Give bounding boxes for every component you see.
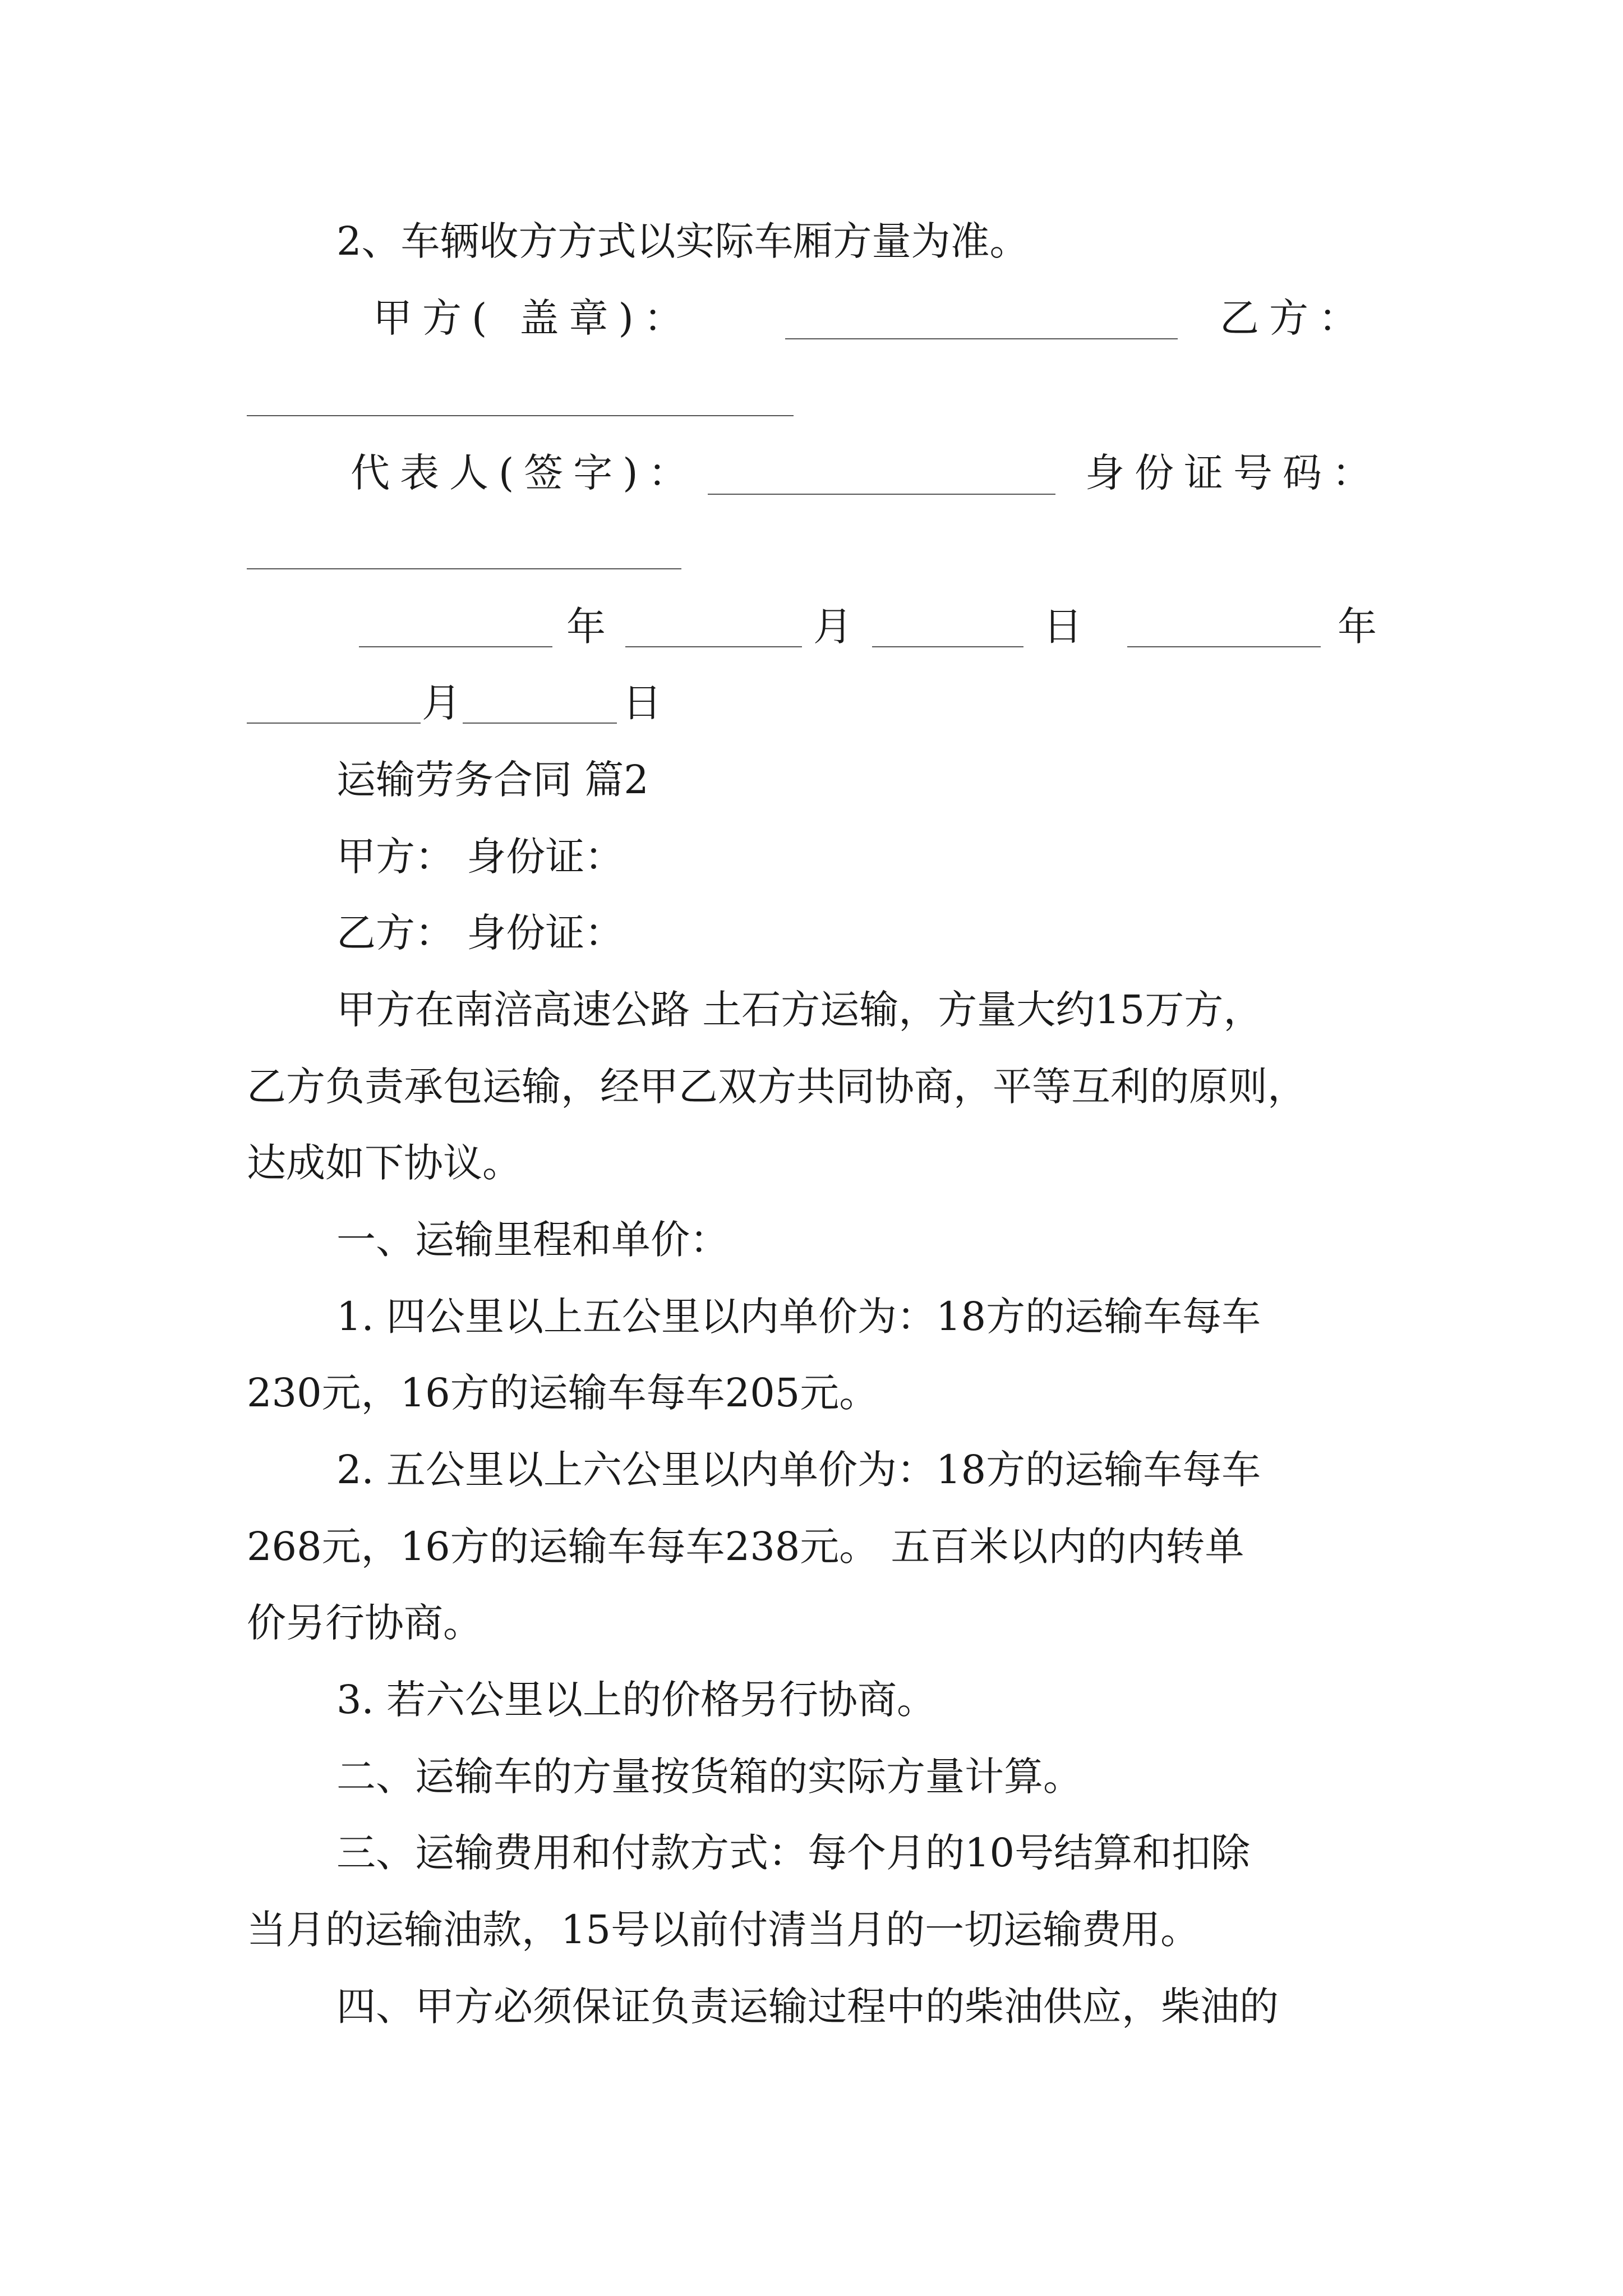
date-a-day-label: 日	[1043, 604, 1082, 650]
item-3: 3. 若六公里以上的价格另行协商。	[336, 1677, 937, 1723]
clause-2-line: 2、车辆收方方式以实际车厢方量为准。	[336, 218, 1029, 264]
party-b-blank	[247, 415, 794, 416]
item-1-line-2: 230元，16方的运输车每车205元。	[247, 1370, 879, 1416]
party-b-label: 乙方：	[1220, 295, 1368, 341]
date-a-month-label: 月	[813, 604, 852, 650]
id-number-label: 身份证号码：	[1085, 450, 1381, 496]
date-a-month-blank	[625, 646, 802, 647]
section-title: 运输劳务合同 篇2	[336, 757, 649, 803]
date-a-year-label: 年	[566, 604, 606, 650]
intro-line-1: 甲方在南涪高速公路 土石方运输，方量大约15万方，	[336, 987, 1263, 1033]
date-a-year-blank	[359, 646, 552, 647]
intro-line-3: 达成如下协议。	[247, 1140, 522, 1186]
date-b-day-label: 日	[623, 680, 662, 726]
heading-3-line-2: 当月的运输油款，15号以前付清当月的一切运输费用。	[247, 1907, 1200, 1953]
id-number-blank	[247, 568, 681, 569]
date-b-month-label: 月	[422, 680, 461, 726]
date-b-year-blank	[1127, 646, 1321, 647]
party-a-seal-label: 甲方( 盖章)：	[373, 295, 693, 341]
heading-1: 一、运输里程和单价：	[336, 1217, 729, 1263]
heading-4: 四、甲方必须保证负责运输过程中的柴油供应，柴油的	[336, 1984, 1279, 2030]
item-2-line-2: 268元，16方的运输车每车238元。 五百米以内的内转单	[247, 1524, 1244, 1570]
date-b-day-blank	[463, 723, 617, 724]
heading-3-line-1: 三、运输费用和付款方式：每个月的10号结算和扣除	[336, 1830, 1251, 1876]
date-b-month-blank	[247, 723, 421, 724]
item-2-line-1: 2. 五公里以上六公里以内单价为：18方的运输车每车	[336, 1447, 1261, 1493]
date-a-day-blank	[872, 646, 1023, 647]
representative-sign-blank	[708, 494, 1055, 495]
heading-2: 二、运输车的方量按货箱的实际方量计算。	[336, 1754, 1082, 1800]
intro-line-2: 乙方负责承包运输，经甲乙双方共同协商，平等互利的原则，	[247, 1064, 1307, 1110]
date-b-year-label: 年	[1338, 604, 1377, 650]
item-2-line-3: 价另行协商。	[247, 1600, 482, 1646]
item-1-line-1: 1. 四公里以上五公里以内单价为：18方的运输车每车	[336, 1294, 1261, 1340]
party-b-id-line: 乙方： 身份证：	[336, 910, 624, 956]
party-a-id-line: 甲方： 身份证：	[336, 834, 624, 880]
representative-sign-label: 代表人(签字)：	[351, 450, 698, 496]
party-a-seal-blank	[785, 338, 1178, 339]
